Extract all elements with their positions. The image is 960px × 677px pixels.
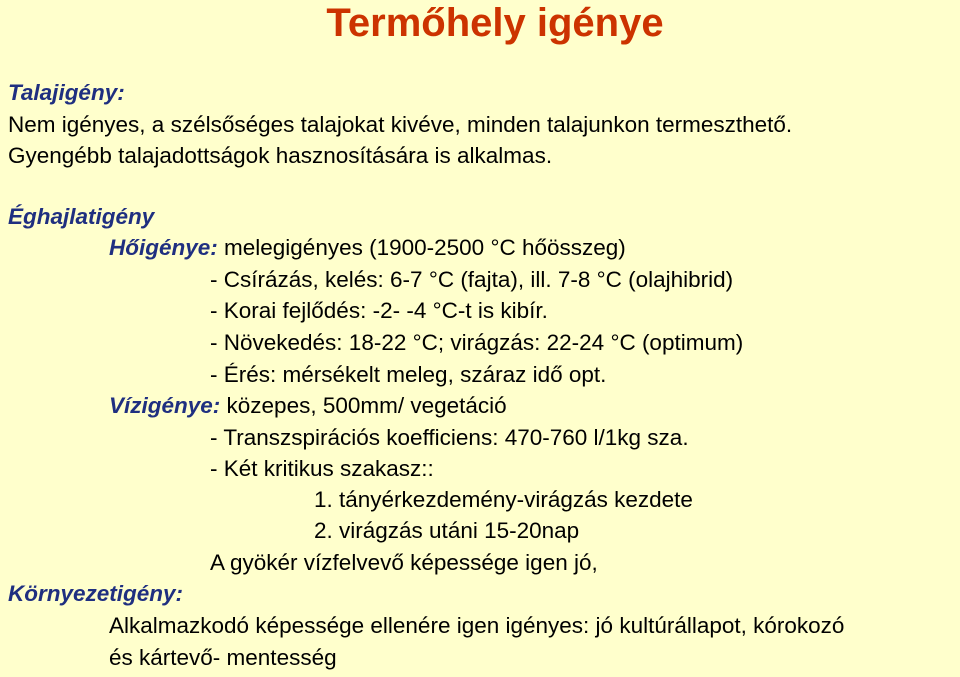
viz-item-transzspiracio: - Transzspirációs koefficiens: 470-760 l/1kg sza. (210, 425, 689, 450)
viz-period-1: 1. tányérkezdemény-virágzás kezdete (314, 487, 693, 512)
viz-item-kritikus-szakasz: - Két kritikus szakasz:: (210, 456, 434, 481)
talaj-text-line-1: Nem igényes, a szélsőséges talajokat kivéve, minden talajunkon termeszthető. (8, 112, 793, 137)
ho-item-korai-fejlodes: - Korai fejlődés: -2- -4 °C-t is kibír. (210, 298, 548, 323)
hoigeny-line (109, 234, 626, 262)
vizigeny-label: Vízigénye: (109, 393, 221, 418)
heading-kornyezetigeny: Környezetigény: (8, 581, 184, 606)
ho-item-novekedes: - Növekedés: 18-22 °C; virágzás: 22-24 °C (optimum) (210, 330, 744, 355)
hoigeny-label: Hőigénye: (109, 235, 218, 260)
vizigeny-line (109, 392, 507, 420)
kornyezet-text-line-2: és kártevő- mentesség (109, 645, 337, 670)
viz-period-2: 2. virágzás utáni 15-20nap (314, 518, 580, 543)
heading-eghajlatigeny: Éghajlatigény (8, 204, 155, 229)
viz-root-text: A gyökér vízfelvevő képessége igen jó, (210, 550, 598, 575)
slide-title: Termőhely igénye (326, 1, 664, 45)
hoigeny-text: melegigényes (1900-2500 °C hőösszeg) (217, 235, 626, 260)
vizigeny-text: közepes, 500mm/ vegetáció (220, 393, 507, 418)
ho-item-eres: - Érés: mérsékelt meleg, száraz idő opt. (210, 362, 607, 387)
ho-item-csirazas: - Csírázás, kelés: 6-7 °C (fajta), ill. 7-8 °C (olajhibrid) (210, 267, 734, 292)
talaj-text-line-2: Gyengébb talajadottságok hasznosítására is alkalmas. (8, 143, 553, 168)
kornyezet-text-line-1: Alkalmazkodó képessége ellenére igen igényes: jó kultúrállapot, kórokozó (109, 613, 845, 638)
heading-talajigeny: Talajigény: (8, 80, 125, 105)
